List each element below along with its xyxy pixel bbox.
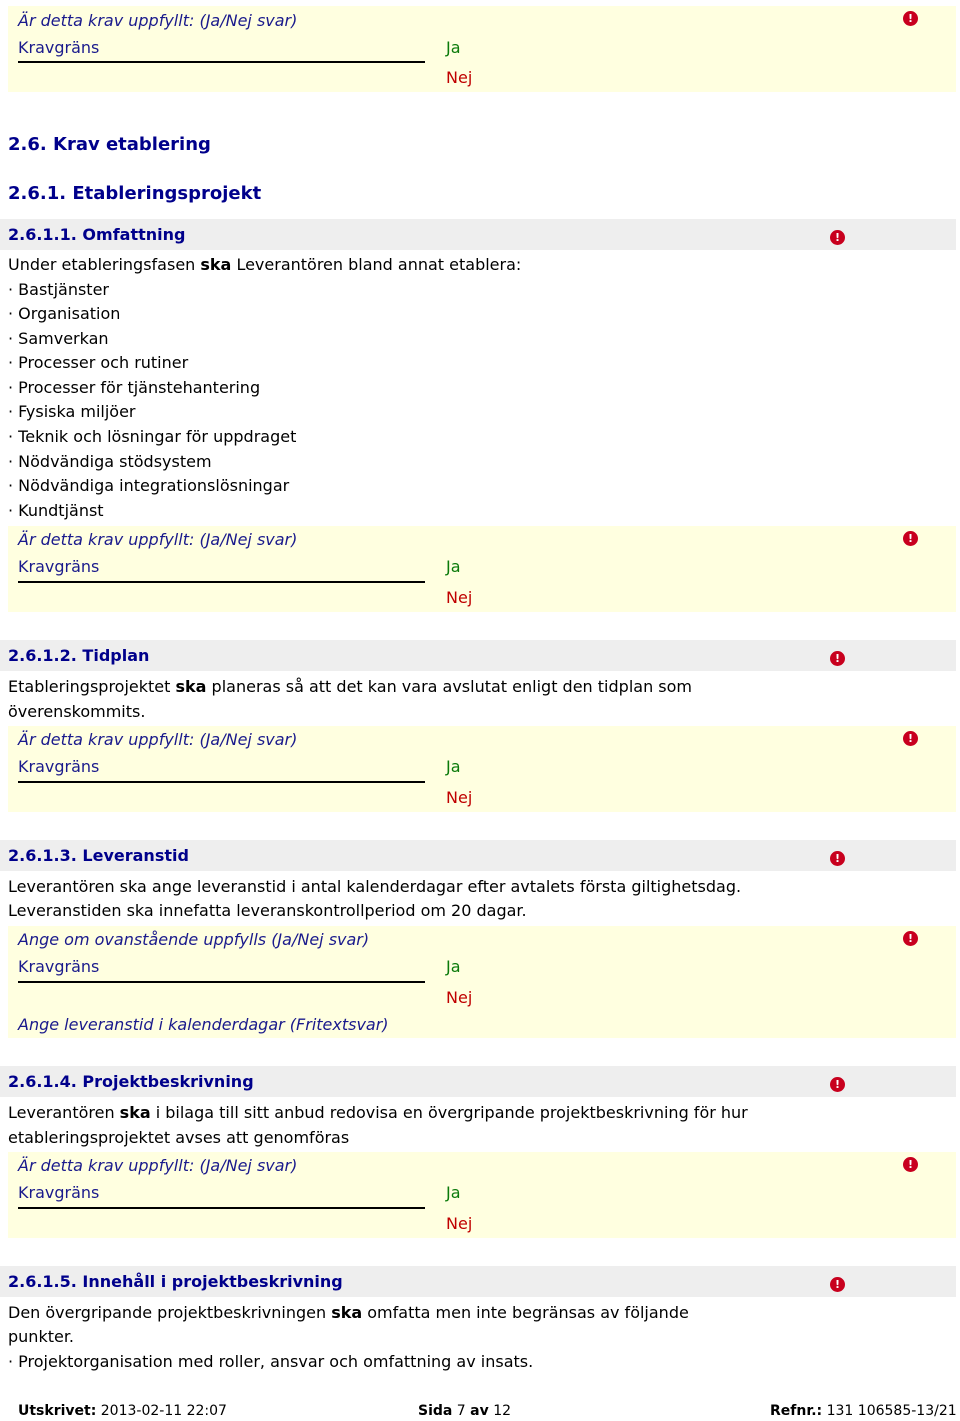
answer-no[interactable]: Nej bbox=[446, 788, 473, 807]
footer-label: Refnr.: bbox=[770, 1403, 823, 1419]
warning-icon: ! bbox=[903, 731, 918, 746]
question-text: Är detta krav uppfyllt: (Ja/Nej svar) bbox=[18, 530, 298, 549]
threshold-label: Kravgräns bbox=[18, 1183, 100, 1202]
requirement-text bbox=[8, 253, 948, 278]
footer-value: 12 bbox=[488, 1403, 512, 1419]
answer-line bbox=[18, 581, 425, 583]
footer-value: 2013-02-11 22:07 bbox=[96, 1403, 227, 1419]
answer-line bbox=[18, 781, 425, 783]
answer-line bbox=[18, 61, 425, 63]
answer-box bbox=[8, 926, 956, 1038]
list-item: · Processer för tjänstehantering bbox=[8, 378, 261, 397]
requirement-text: etableringsprojektet avses att genomföras bbox=[8, 1128, 350, 1147]
list-item: · Organisation bbox=[8, 304, 121, 323]
requirement-text bbox=[8, 1301, 948, 1326]
threshold-label: Kravgräns bbox=[18, 957, 100, 976]
answer-yes[interactable]: Ja bbox=[446, 757, 461, 776]
requirement-text: överenskommits. bbox=[8, 702, 146, 721]
requirement-text bbox=[8, 675, 948, 700]
footer-printed bbox=[18, 1403, 227, 1419]
list-item: · Nödvändiga stödsystem bbox=[8, 452, 212, 471]
warning-icon: ! bbox=[830, 651, 845, 666]
free-text-prompt[interactable]: Ange leveranstid i kalenderdagar (Fritextsvar) bbox=[18, 1015, 389, 1034]
list-item: · Kundtjänst bbox=[8, 501, 104, 520]
text-emphasis: ska bbox=[119, 1103, 151, 1122]
answer-no[interactable]: Nej bbox=[446, 68, 473, 87]
list-item: · Nödvändiga integrationslösningar bbox=[8, 476, 290, 495]
question-text: Är detta krav uppfyllt: (Ja/Nej svar) bbox=[18, 730, 298, 749]
question-text: Är detta krav uppfyllt: (Ja/Nej svar) bbox=[18, 1156, 298, 1175]
requirement-title: 2.6.1.4. Projektbeskrivning bbox=[8, 1072, 254, 1091]
threshold-label: Kravgräns bbox=[18, 757, 100, 776]
subsection-title: 2.6.1. Etableringsprojekt bbox=[8, 183, 262, 204]
list-item: · Processer och rutiner bbox=[8, 353, 189, 372]
warning-icon: ! bbox=[903, 531, 918, 546]
text-segment: i bilaga till sitt anbud redovisa en övergripande projektbeskrivning för hur bbox=[150, 1103, 748, 1122]
footer-reference bbox=[770, 1403, 957, 1419]
threshold-label: Kravgräns bbox=[18, 38, 100, 57]
answer-box bbox=[8, 726, 956, 812]
question-text: Är detta krav uppfyllt: (Ja/Nej svar) bbox=[18, 11, 298, 30]
threshold-label: Kravgräns bbox=[18, 557, 100, 576]
footer-label: Utskrivet: bbox=[18, 1403, 97, 1419]
footer-label: Sida bbox=[418, 1403, 453, 1419]
text-segment: Den övergripande projektbeskrivningen bbox=[8, 1303, 332, 1322]
answer-line bbox=[18, 981, 425, 983]
text-segment: Etableringsprojektet bbox=[8, 677, 176, 696]
requirement-title: 2.6.1.3. Leveranstid bbox=[8, 846, 189, 865]
answer-yes[interactable]: Ja bbox=[446, 38, 461, 57]
answer-yes[interactable]: Ja bbox=[446, 557, 461, 576]
requirement-text: punkter. bbox=[8, 1327, 75, 1346]
list-item: · Samverkan bbox=[8, 329, 109, 348]
text-emphasis: ska bbox=[175, 677, 207, 696]
text-emphasis: ska bbox=[200, 255, 232, 274]
list-item: · Teknik och lösningar för uppdraget bbox=[8, 427, 297, 446]
footer-page bbox=[418, 1403, 511, 1419]
warning-icon: ! bbox=[830, 851, 845, 866]
warning-icon: ! bbox=[903, 931, 918, 946]
warning-icon: ! bbox=[903, 11, 918, 26]
answer-box bbox=[8, 1152, 956, 1238]
answer-line bbox=[18, 1207, 425, 1209]
requirement-text bbox=[8, 1101, 948, 1126]
footer-value: 7 bbox=[452, 1403, 471, 1419]
footer-label: av bbox=[470, 1403, 489, 1419]
text-emphasis: ska bbox=[331, 1303, 363, 1322]
requirement-text: Leveranstiden ska innefatta leveranskontrollperiod om 20 dagar. bbox=[8, 901, 527, 920]
question-text: Ange om ovanstående uppfylls (Ja/Nej svar) bbox=[18, 930, 370, 949]
warning-icon: ! bbox=[830, 1277, 845, 1292]
text-segment: planeras så att det kan vara avslutat enligt den tidplan som bbox=[206, 677, 692, 696]
warning-icon: ! bbox=[830, 1077, 845, 1092]
warning-icon: ! bbox=[830, 230, 845, 245]
answer-box-top bbox=[8, 6, 956, 92]
requirement-title: 2.6.1.5. Innehåll i projektbeskrivning bbox=[8, 1272, 343, 1291]
text-segment: Leverantören bland annat etablera: bbox=[231, 255, 522, 274]
warning-icon: ! bbox=[903, 1157, 918, 1172]
answer-yes[interactable]: Ja bbox=[446, 957, 461, 976]
requirement-title: 2.6.1.2. Tidplan bbox=[8, 646, 150, 665]
answer-no[interactable]: Nej bbox=[446, 1214, 473, 1233]
text-segment: Under etableringsfasen bbox=[8, 255, 201, 274]
requirement-title: 2.6.1.1. Omfattning bbox=[8, 225, 186, 244]
section-title: 2.6. Krav etablering bbox=[8, 134, 211, 155]
list-item: · Fysiska miljöer bbox=[8, 402, 136, 421]
text-segment: Leverantören bbox=[8, 1103, 120, 1122]
list-item: · Projektorganisation med roller, ansvar och omfattning av insats. bbox=[8, 1352, 534, 1371]
answer-box bbox=[8, 526, 956, 612]
list-item: · Bastjänster bbox=[8, 280, 109, 299]
answer-no[interactable]: Nej bbox=[446, 588, 473, 607]
footer-value: 131 106585-13/21 bbox=[822, 1403, 957, 1419]
text-segment: omfatta men inte begränsas av följande bbox=[362, 1303, 689, 1322]
requirement-text: Leverantören ska ange leveranstid i antal kalenderdagar efter avtalets första giltighetsdag. bbox=[8, 877, 742, 896]
answer-no[interactable]: Nej bbox=[446, 988, 473, 1007]
answer-yes[interactable]: Ja bbox=[446, 1183, 461, 1202]
